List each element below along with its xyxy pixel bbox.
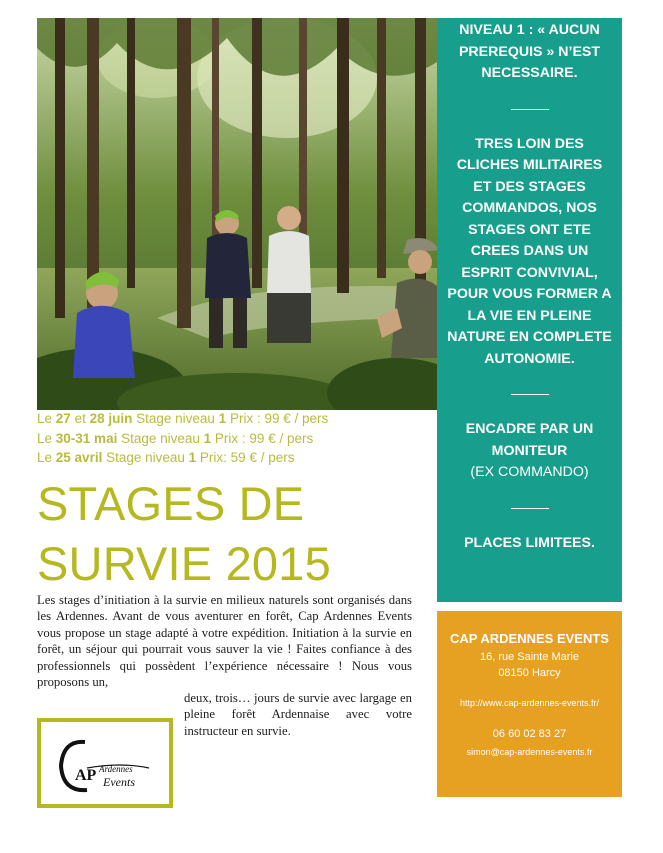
contact-panel [437, 611, 622, 797]
instructor-note-sub: (EX COMMANDO) [470, 464, 589, 480]
intro-paragraph: Les stages d’initiation à la survie en milieux naturels sont organisés dans les Ardennes. Avant de vous aventurer en forêt, Cap Ardennes Events vous propose un stage adapté à votre expédition. Initiation à la survie en forêt, un séjour qui pourrait vous sauver la vie ! Faites confiance à des professionnels qui possèdent l’expérience nécessaire ! Nous vous proposons un, [37, 593, 412, 690]
logo-script-ardennes: Ardennes [99, 764, 133, 774]
contact-street: 16, rue Sainte Marie [479, 651, 580, 663]
contact-email-link[interactable]: simon@cap-ardennes-events.fr [466, 747, 593, 757]
limited-places: PLACES LIMITEES. [464, 534, 595, 551]
prerequisite-note: NIVEAU 1 : « AUCUN PREREQUIS » N’EST NECESSAIRE. [458, 22, 601, 81]
stage-dates [37, 409, 437, 468]
logo-script-events: Events [103, 775, 135, 789]
date-line-1: Le 27 et 28 juin Stage niveau 1 Prix : 99 € / pers [37, 411, 329, 426]
contact-org: CAP ARDENNES EVENTS [450, 631, 609, 646]
intro-paragraph-continued: deux, trois… jours de survie avec largage en pleine forêt Ardennaise avec votre instructeur en survie. [184, 691, 412, 738]
contact-phone: 06 60 02 83 27 [492, 728, 567, 740]
page-title [37, 474, 437, 594]
contact-website-link[interactable]: http://www.cap-ardennes-events.fr/ [459, 698, 600, 708]
date-line-3: Le 25 avril Stage niveau 1 Prix: 59 € / pers [37, 450, 295, 465]
title-line-1: STAGES DE [37, 477, 305, 530]
instructor-note: ENCADRE PAR UN MONITEUR [465, 421, 594, 459]
title-line-2: SURVIE 2015 [37, 537, 331, 590]
logo-ap-letters: AP [75, 767, 97, 784]
cap-ardennes-logo-icon [41, 722, 169, 804]
contact-city: 08150 Harcy [498, 667, 561, 679]
date-line-2: Le 30-31 mai Stage niveau 1 Prix : 99 € / pers [37, 430, 314, 446]
company-logo [37, 718, 173, 808]
forest-group-photo [37, 18, 443, 410]
stage-description: TRES LOIN DES CLICHES MILITAIRES ET DES STAGES COMMANDOS, NOS STAGES ONT ETE CREES DANS UN ESPRIT CONVIVIAL, POUR VOUS FORMER A LA VIE EN PLEINE NATURE EN COMPLETE AUTONOMIE. [447, 135, 612, 367]
info-panel [437, 18, 622, 602]
hero-photo [37, 18, 443, 410]
